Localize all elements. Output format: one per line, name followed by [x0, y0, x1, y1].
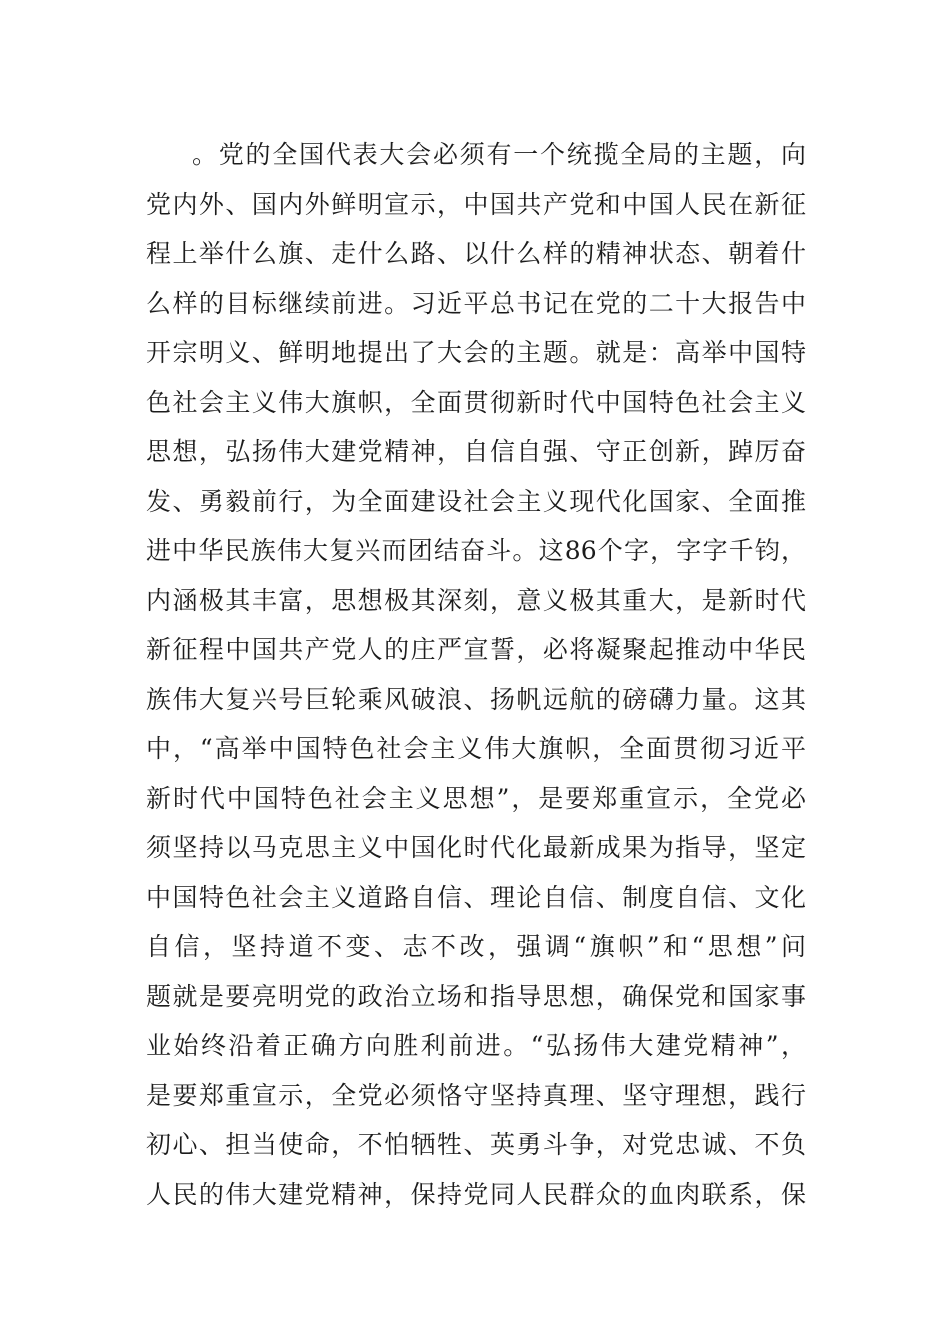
text-line: 思想，弘扬伟大建党精神，自信自强、守正创新，踔厉奋: [146, 437, 806, 466]
text-line: 须坚持以马克思主义中国化时代化最新成果为指导，坚定: [146, 833, 806, 862]
text-line: 初心、担当使命，不怕牺牲、英勇斗争，对党忠诚、不负: [146, 1130, 806, 1159]
text-line: 党内外、国内外鲜明宣示，中国共产党和中国人民在新征: [146, 189, 806, 219]
text-line: 中国特色社会主义道路自信、理论自信、制度自信、文化: [146, 882, 806, 912]
text-line: 发、勇毅前行，为全面建设社会主义现代化国家、全面推: [146, 486, 806, 516]
text-line: 。党的全国代表大会必须有一个统揽全局的主题，向: [192, 140, 806, 169]
text-line: 是要郑重宣示，全党必须恪守坚持真理、坚守理想，践行: [146, 1080, 806, 1110]
text-line: 内涵极其丰富，思想极其深刻，意义极其重大，是新时代: [146, 585, 806, 615]
text-line: 进中华民族伟大复兴而团结奋斗。这86个字，字字千钧，: [146, 536, 806, 565]
text-line: 中，“高举中国特色社会主义伟大旗帜，全面贯彻习近平: [146, 734, 806, 763]
text-line: 自信，坚持道不变、志不改，强调“旗帜”和“思想”问: [146, 932, 806, 961]
text-line: 题就是要亮明党的政治立场和指导思想，确保党和国家事: [146, 981, 806, 1011]
text-line: 族伟大复兴号巨轮乘风破浪、扬帆远航的磅礴力量。这其: [146, 684, 806, 714]
text-line: 人民的伟大建党精神，保持党同人民群众的血肉联系，保: [146, 1179, 806, 1209]
body-paragraph: [146, 130, 806, 1219]
text-line: 开宗明义、鲜明地提出了大会的主题。就是：高举中国特: [146, 338, 806, 367]
text-line: 么样的目标继续前进。习近平总书记在党的二十大报告中: [146, 288, 806, 318]
text-line: 新时代中国特色社会主义思想”，是要郑重宣示，全党必: [146, 783, 806, 813]
text-line: 新征程中国共产党人的庄严宣誓，必将凝聚起推动中华民: [146, 635, 806, 664]
text-line: 程上举什么旗、走什么路、以什么样的精神状态、朝着什: [146, 239, 806, 268]
text-line: 色社会主义伟大旗帜，全面贯彻新时代中国特色社会主义: [146, 387, 806, 417]
text-line: 业始终沿着正确方向胜利前进。“弘扬伟大建党精神”，: [146, 1031, 806, 1060]
